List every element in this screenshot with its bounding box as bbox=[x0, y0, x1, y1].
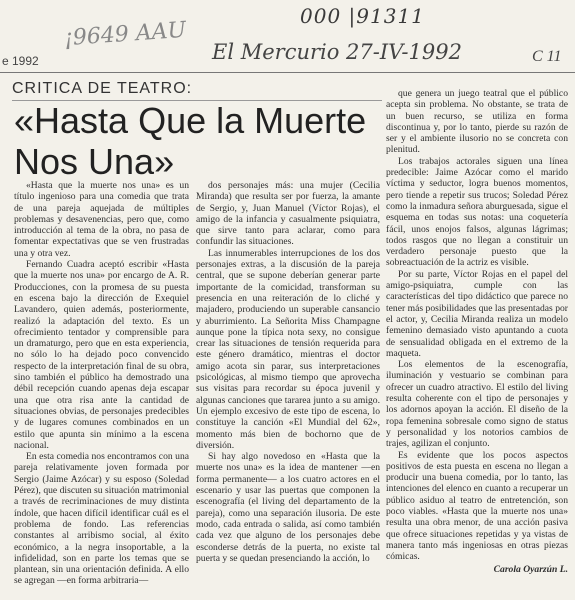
article-column-2 bbox=[196, 180, 380, 564]
source-date-handwritten: El Mercurio 27-IV-1992 bbox=[212, 40, 462, 64]
archive-mark-handwritten: ¡9649 AAU bbox=[63, 17, 187, 52]
paragraph: que genera un juego teatral que el público acepta sin problema. No obstante, se trata de un buen recurso, se utiliza en forma discontinua y, por lo tanto, pierde su razón de ser y el ambiente ilusorio no se concreta con plenitud. bbox=[386, 88, 568, 156]
byline: Carola Oyarzún L. bbox=[493, 564, 568, 576]
archive-code-handwritten: 000 |91311 bbox=[300, 4, 425, 28]
section-label: CRITICA DE TEATRO: bbox=[12, 80, 193, 97]
paragraph: Las innumerables interrupciones de los dos personajes extras, a la discusión de la pareja central, que se supone deberían generar parte importante de la comicidad, transforman su presencia en una reiteración de lo cliché y majadero, produciendo un superable cansancio y aburrimiento. La Señorita Miss Champagne aunque pone la típica nota sexy, no consigue crear las situaciones de tensión requerida para este género dramático, mientras el doctor amigo acota sin parar, sus interpretaciones psicológicas, al mismo tiempo que aprovecha sus visitas para recordar su época juvenil y algunas canciones que tararea junto a su amigo. Un ejemplo excesivo de este tipo de escena, lo constituye la canción «El Mundial del 62», momento más bien de bochorno que de diversión. bbox=[196, 247, 380, 451]
top-divider bbox=[0, 72, 575, 73]
paragraph: Por su parte, Víctor Rojas en el papel del amigo-psiquiatra, cumple con las características del tipo didáctico que parece no tener más posibilidades que las presentadas por el actor, y, Cecilia Miranda realiza un modelo femenino demasiado visto apuntando a cuota de sensualidad obligada en el extremo de la maqueta. bbox=[386, 268, 568, 359]
paragraph: Si hay algo novedoso en «Hasta que la muerte nos una» es la idea de mantener —en forma permanente— a los cuatro actores en el escenario y usar las puertas que componen la escenografía (el living del departamento de la pareja), como una separación ilusoria. De este modo, cada entrada o salida, así como también cada vez que alguno de los personajes debe esconderse detrás de la puerta, no existe tal puerta y se quedan presenciando la acción, lo bbox=[196, 451, 380, 564]
article-column-3 bbox=[386, 88, 568, 576]
paragraph: Los elementos de la escenografía, iluminación y vestuario se combinan para ofrecer un cuadro atractivo. El estilo del living resulta coherente con el tipo de personajes y los adornos apoyan la acción. El diseño de la ropa femenina sobresale como signo de status y personalidad y los notorios cambios de trajes, agilizan el conjunto. bbox=[386, 359, 568, 450]
paragraph: dos personajes más: una mujer (Cecilia Miranda) que resulta ser por fuerza, la amante de Sergio, y, Juan Manuel (Víctor Rojas), el amigo de la infancia y casualmente psiquiatra, que sirve tanto para aclarar, como para confundir las situaciones. bbox=[196, 180, 380, 248]
paragraph: Fernando Cuadra aceptó escribir «Hasta que la muerte nos una» por encargo de A. R. Producciones, con la promesa de su puesta en escena bajo la dirección de Exequiel Lavandero, quien además, posteriormente, realizó la adaptación del texto. Es un ofrecimiento tentador y comprensible para un dramaturgo, pero que en esta experiencia, no sólo lo ha dejado poco convencido respecto de la interpretación final de su obra, sino también el público ha demostrado una débil recepción cuando apenas deja escapar una que otra risa ante la cantidad de situaciones obvias, de personajes predecibles y de lugares comunes combinados en un estilo que apunta sin mínimo a la escena nacional. bbox=[14, 259, 189, 451]
printed-year: e 1992 bbox=[2, 54, 39, 68]
page-reference-handwritten: C 11 bbox=[532, 48, 562, 65]
paragraph: «Hasta que la muerte nos una» es un título ingenioso para una comedia que trata de una pareja aquejada de múltiples problemas y desavenencias, pero que, como introducción al tema de la obra, no pasa de fomentar expectativas que se ven frustradas una y otra vez. bbox=[14, 180, 189, 259]
paragraph: Es evidente que los pocos aspectos positivos de esta puesta en escena no llegan a producir una buena comedia, por lo tanto, las intenciones del elenco en cuanto a recuperar un público asiduo al teatro de entretención, son poco viables. «Hasta que la muerte nos una» resulta una obra menor, de una acción pasiva que ofrece situaciones repetidas y ya vistas de manera tanto más ingeniosas en otras piezas cómicas. bbox=[386, 449, 568, 563]
paragraph: En esta comedia nos encontramos con una pareja relativamente joven formada por Sergio (Jaime Azócar) y su esposo (Soledad Pérez), que discuten su situación matrimonial a través de recriminaciones de muy distinta índole, que hacen difícil identificar cuál es el problema de fondo. Las referencias constantes al arribismo social, al éxito económico, a la negra insoportable, a la infidelidad, son en parte los temas que se plantean, sin una orientación definida. A ello se agregan —en forma arbitraria— bbox=[14, 451, 189, 587]
paragraph: Los trabajos actorales siguen una línea predecible: Jaime Azócar como el marido víctima y seductor, logra buenos momentos, pero tiende a repetir sus trucos; Soledad Pérez como la inmadura señora aburguesada, sigue el esquema en todas sus notas: una coquetería fácil, unos enojos falsos, algunas lágrimas; todos rasgos que no llegan a constituir un verdadero personaje puesto que la sobreactuación de la actriz es visible. bbox=[386, 155, 568, 269]
article-column-1 bbox=[14, 180, 189, 587]
article-headline: «Hasta Que la Muerte Nos Una» bbox=[14, 100, 367, 182]
